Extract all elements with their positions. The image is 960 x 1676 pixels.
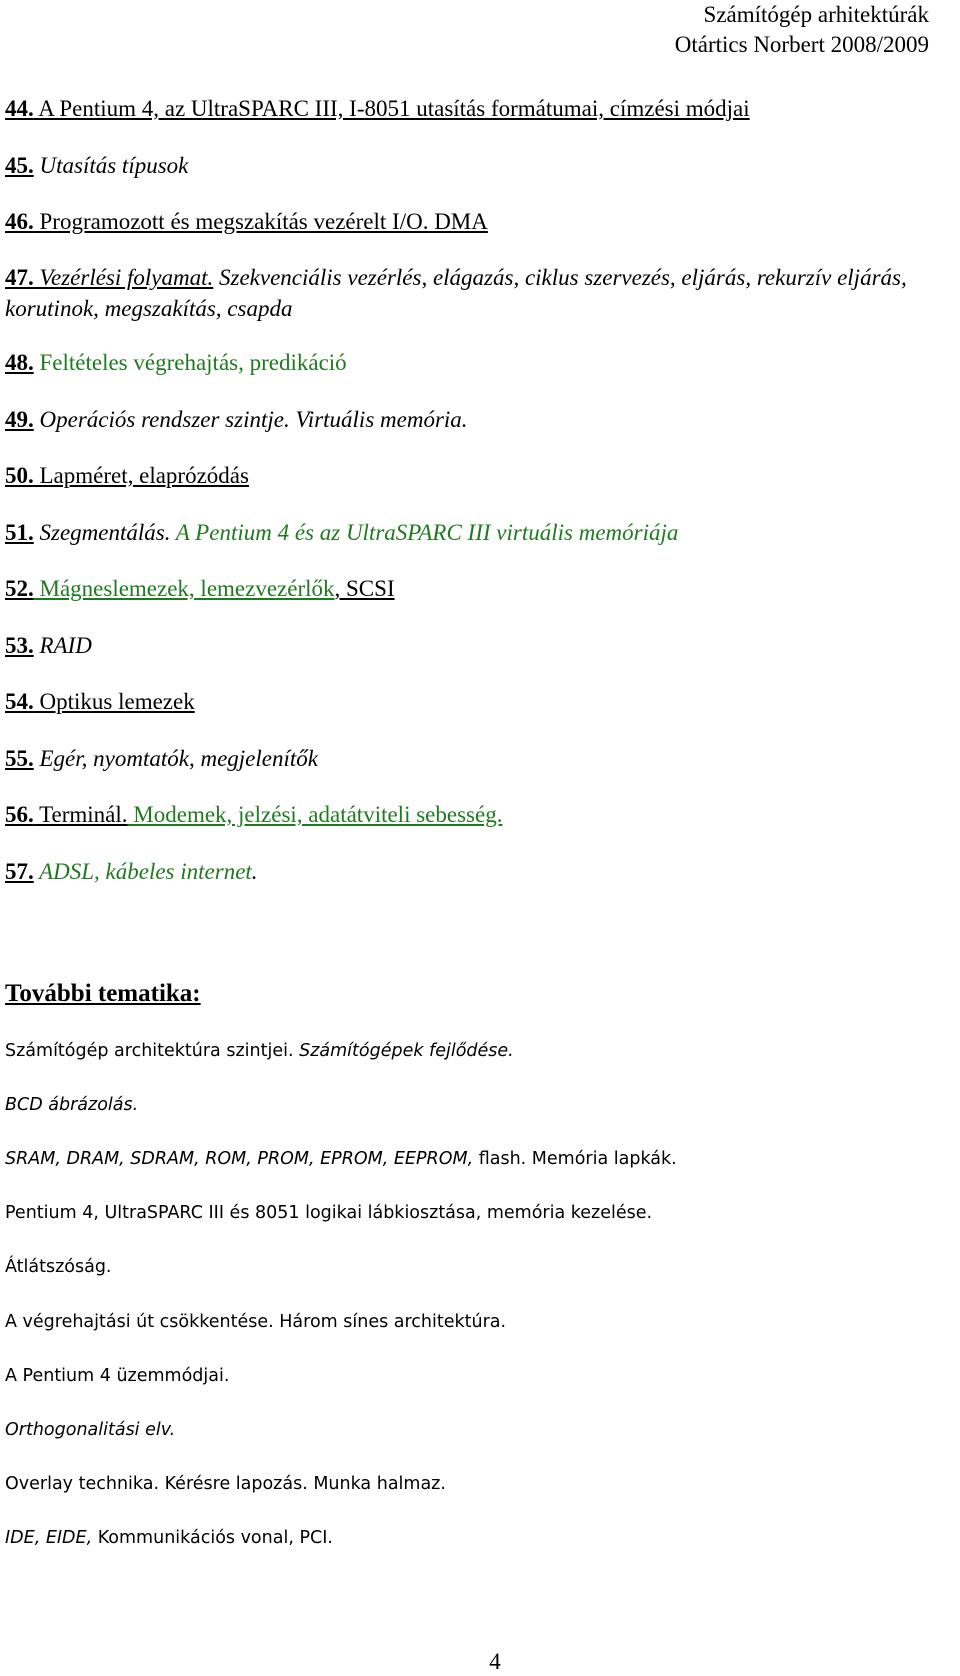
topic-number: 51. [5, 520, 34, 545]
topic-53 [5, 630, 92, 661]
further-topic-line: BCD ábrázolás. [5, 1095, 139, 1115]
topic-text: Mágneslemezek, lemezvezérlők [33, 576, 335, 601]
topic-number: 47. [5, 265, 34, 290]
further-topic-line [5, 1526, 333, 1550]
further-topic-line: Átlátszóság. [5, 1257, 112, 1277]
topic-number: 48. [5, 350, 34, 375]
further-topic-line [5, 1147, 677, 1171]
topic-number: 52. [5, 576, 34, 601]
topic-text-continued: Modemek, jelzési, adatátviteli sebesség. [127, 802, 503, 827]
page-header [675, 0, 929, 60]
topic-text: Egér, nyomtatók, megjelenítők [33, 746, 318, 771]
topic-44 [5, 93, 750, 124]
further-topic-text: Kommunikációs vonal, PCI. [92, 1528, 333, 1548]
topic-text: ADSL, kábeles internet [33, 859, 252, 884]
topic-text: Optikus lemezek [33, 689, 195, 714]
topic-text: Szegmentálás. [33, 520, 171, 545]
topic-54 [5, 686, 195, 717]
topic-text: RAID [33, 633, 92, 658]
topic-46 [5, 206, 488, 237]
topic-52 [5, 573, 395, 604]
topic-48 [5, 347, 347, 378]
topic-number: 57. [5, 859, 34, 884]
topic-47 [5, 262, 945, 324]
topic-number: 49. [5, 407, 34, 432]
further-topic-line: A végrehajtási út csökkentése. Három sínes architektúra. [5, 1312, 507, 1332]
topic-text: A Pentium 4, az UltraSPARC III, I-8051 utasítás formátumai, címzési módjai [33, 96, 750, 121]
topic-text-continued: , SCSI [334, 576, 395, 601]
topic-56 [5, 799, 502, 830]
further-topic-text: flash. Memória lapkák. [473, 1149, 677, 1169]
topic-text-continued: . [251, 859, 258, 884]
topic-57 [5, 856, 258, 887]
further-topics-heading: További tematika: [5, 980, 201, 1007]
further-topic-text-italic: Számítógépek fejlődése. [299, 1041, 514, 1061]
topic-number: 45. [5, 153, 34, 178]
topic-55 [5, 743, 318, 774]
topic-50 [5, 460, 249, 491]
page-number: 4 [489, 1649, 501, 1674]
topic-text-continued: Szekvenciális vezérlés, elágazás, ciklus szervezés, eljárás, rekurzív eljárás, korutinok, megszakítás, csapda [5, 265, 907, 321]
further-topic-line [5, 1039, 514, 1063]
header-author-year: Otártics Norbert 2008/2009 [674, 32, 929, 57]
topic-number: 46. [5, 209, 34, 234]
topic-text: Lapméret, elaprózódás [33, 463, 249, 488]
topic-text-continued: A Pentium 4 és az UltraSPARC III virtuális memóriája [170, 520, 679, 545]
topic-number: 56. [5, 802, 34, 827]
further-topic-line: Pentium 4, UltraSPARC III és 8051 logikai lábkiosztása, memória kezelése. [5, 1203, 653, 1223]
further-topic-line: A Pentium 4 üzemmódjai. [5, 1366, 230, 1386]
topic-49 [5, 404, 468, 435]
topic-number: 50. [5, 463, 34, 488]
topic-text: Utasítás típusok [33, 153, 189, 178]
further-topic-line: Orthogonalitási elv. [5, 1420, 176, 1440]
topic-number: 53. [5, 633, 34, 658]
topic-text: Terminál. [33, 802, 128, 827]
further-topic-text-italic: IDE, EIDE, [5, 1528, 93, 1548]
topic-text: Operációs rendszer szintje. Virtuális memória. [33, 407, 468, 432]
further-topic-line: Overlay technika. Kérésre lapozás. Munka halmaz. [5, 1474, 446, 1494]
topic-number: 44. [5, 96, 34, 121]
topic-number: 54. [5, 689, 34, 714]
topic-51 [5, 517, 678, 548]
further-topic-text-italic: SRAM, DRAM, SDRAM, ROM, PROM, EPROM, EEPROM, [5, 1149, 474, 1169]
header-course-title: Számítógép arhitektúrák [703, 2, 929, 27]
topic-text: Feltételes végrehajtás, predikáció [33, 350, 347, 375]
topic-number: 55. [5, 746, 34, 771]
topic-text: Vezérlési folyamat. [33, 265, 214, 290]
topic-text: Programozott és megszakítás vezérelt I/O. DMA [33, 209, 488, 234]
topic-45 [5, 150, 188, 181]
further-topic-text: Számítógép architektúra szintjei. [5, 1041, 300, 1061]
